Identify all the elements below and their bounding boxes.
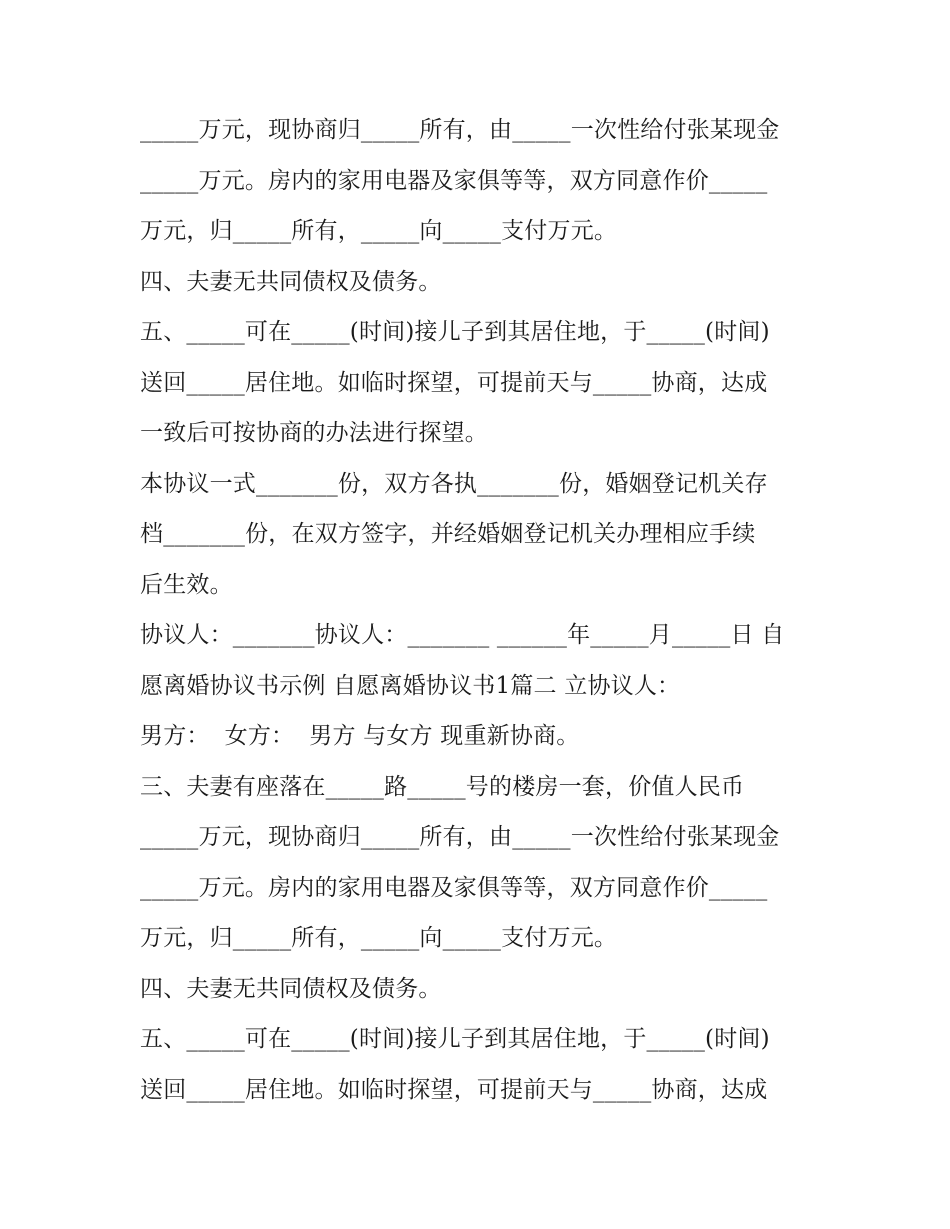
text-line: 一致后可按协商的办法进行探望。 <box>140 420 488 446</box>
text-line: 档_______份，在双方签字，并经婚姻登记机关办理相应手续 <box>140 521 756 547</box>
text-line: _____万元。房内的家用电器及家俱等等，双方同意作价_____ <box>140 168 768 194</box>
text-line: 万元，归_____所有，_____向_____支付万元。 <box>140 925 618 951</box>
text-line: 三、夫妻有座落在_____路_____号的楼房一套，价值人民币 <box>140 774 745 800</box>
text-line: 四、夫妻无共同债权及债务。 <box>140 976 442 1002</box>
text-line: _____万元。房内的家用电器及家俱等等，双方同意作价_____ <box>140 875 768 901</box>
text-line: 本协议一式_______份，双方各执_______份，婚姻登记机关存 <box>140 471 768 497</box>
text-line: _____万元，现协商归_____所有，由_____一次性给付张某现金 <box>140 117 780 143</box>
text-line: _____万元，现协商归_____所有，由_____一次性给付张某现金 <box>140 824 780 850</box>
text-line: 五、_____可在_____(时间)接儿子到其居住地，于_____(时间) <box>140 319 770 345</box>
text-line: 协议人：_______协议人：_______ ______年_____月_____日 自 <box>140 622 785 648</box>
text-line: 送回_____居住地。如临时探望，可提前天与_____协商，达成 <box>140 370 768 396</box>
text-line: 五、_____可在_____(时间)接儿子到其居住地，于_____(时间) <box>140 1026 770 1052</box>
text-line: 送回_____居住地。如临时探望，可提前天与_____协商，达成 <box>140 1077 768 1103</box>
text-line: 后生效。 <box>140 572 233 598</box>
text-line: 四、夫妻无共同债权及债务。 <box>140 269 442 295</box>
text-line: 愿离婚协议书示例 自愿离婚协议书1篇二 立协议人： <box>140 673 681 699</box>
text-line: 万元，归_____所有，_____向_____支付万元。 <box>140 218 618 244</box>
text-line: 男方： 女方： 男方 与女方 现重新协商。 <box>140 723 580 749</box>
